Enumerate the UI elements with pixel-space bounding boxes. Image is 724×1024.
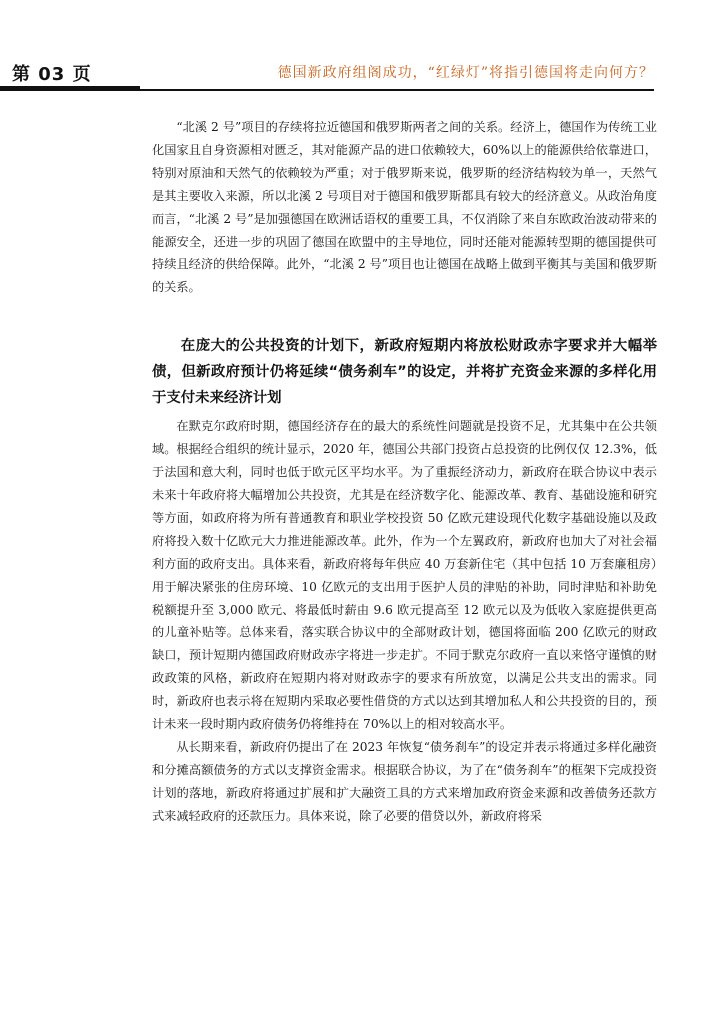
header-rule-thin bbox=[140, 89, 654, 91]
header-rule-thick bbox=[0, 86, 140, 91]
paragraph-public-investment: 在默克尔政府时期，德国经济存在的最大的系统性问题就是投资不足，尤其集中在公共领域。根据经合组织的统计显示，2020 年，德国公共部门投资占总投资的比例仅仅 12.3%，低于法国和意大利，同时也低于欧元区平均水平。为了重振经济动力，新政府在联合协议中表示未来十年政府将大幅增加公共投资，尤其是在经济数字化、能源改革、教育、基础设施和研究等方面，如政府将为所有普通教育和职业学校投资 50 亿欧元建设现代化数字基础设施以及政府将投入数十亿欧元大力推进能源改革。此外，作为一个左翼政府，新政府也加大了对社会福利方面的政府支出。具体来看，新政府将每年供应 40 万套新住宅（其中包括 10 万套廉租房）用于解决紧张的住房环境、10 亿欧元的支出用于医护人员的津贴的补助，同时津贴和补助免税额提升至 3,000 欧元、将最低时薪由 9.6 欧元提高至 12 欧元以及为低收入家庭提供更高的儿童补贴等。总体来看，落实联合协议中的全部财政计划，德国将面临 200 亿欧元的财政缺口，预计短期内德国政府财政赤字将进一步走扩。不同于默克尔政府一直以来恪守谨慎的财政政策的风格，新政府在短期内将对财政赤字的要求有所放宽，以满足公共支出的需求。同时，新政府也表示将在短期内采取必要性借贷的方式以达到其增加私人和公共投资的目的，预计未来一段时期内政府债务仍将维持在 70%以上的相对较高水平。 bbox=[152, 419, 657, 732]
page-number-label: 第 03 页 bbox=[12, 64, 92, 85]
paragraph-nord-stream: “北溪 2 号”项目的存续将拉近德国和俄罗斯两者之间的关系。经济上，德国作为传统工业化国家且自身资源相对匮乏，其对能源产品的进口依赖较大，60%以上的能源供给依靠进口，特别对原油和天然气的依赖较为严重；对于俄罗斯来说，俄罗斯的经济结构较为单一，天然气是其主要收入来源，所以北溪 2 号项目对于德国和俄罗斯都具有较大的经济意义。从政治角度而言，“北溪 2 号”是加强德国在欧洲话语权的重要工具，不仅消除了来自东欧政治波动带来的能源安全，还进一步的巩固了德国在欧盟中的主导地位，同时还能对能源转型期的德国提供可持续且经济的供给保障。此外，“北溪 2 号”项目也让德国在战略上做到平衡其与美国和俄罗斯的关系。 bbox=[152, 120, 657, 295]
document-body bbox=[152, 116, 657, 828]
report-header-title: 德国新政府组阁成功，“红绿灯”将指引德国将走向何方？ bbox=[277, 65, 654, 81]
section-heading: 在庞大的公共投资的计划下，新政府短期内将放松财政赤字要求并大幅举债，但新政府预计仍将延续“债务刹车”的设定，并将扩充资金来源的多样化用于支付未来经济计划 bbox=[152, 338, 657, 407]
paragraph-debt-brake: 从长期来看，新政府仍提出了在 2023 年恢复“债务刹车”的设定并表示将通过多样化融资和分摊高额债务的方式以支撑资金需求。根据联合协议，为了在“债务刹车”的框架下完成投资计划的落地，新政府将通过扩展和扩大融资工具的方式来增加政府资金来源和改善债务还款方式来减轻政府的还款压力。具体来说，除了必要的借贷以外，新政府将采 bbox=[152, 739, 657, 823]
